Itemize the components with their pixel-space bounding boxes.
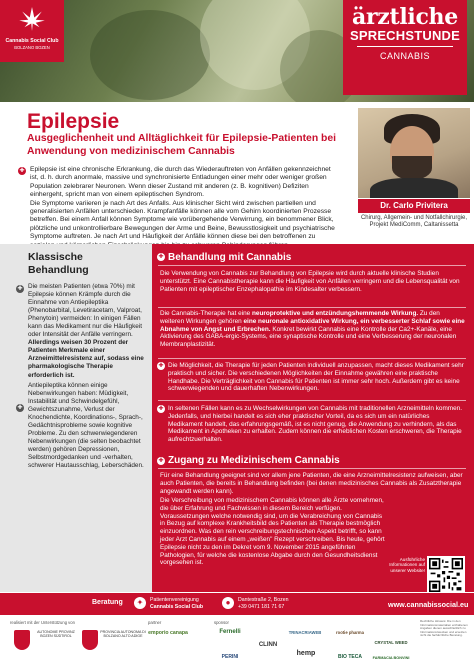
text-run: Die Cannabis-Therapie hat eine [160, 310, 253, 317]
sponsor-logo: TRINACRIAWEB [288, 630, 322, 635]
page-subtitle: Ausgeglichenheit und Alltäglichkeit für Epilepsie-Patienten bei Anwendung von medizinischem Cannabis [27, 133, 337, 157]
sprechstunde-badge [343, 0, 467, 95]
sponsor-logo: rootie pharma [336, 630, 364, 635]
sponsor-logo: FARMACIA BONVINI [372, 656, 410, 660]
qr-code-icon[interactable] [427, 556, 465, 594]
section-paragraph: Die Verschreibung von medizinischem Cannabis können alle Ärzte vornehmen, die über Erfahrung und Fachwissen in diesem Bereich verfügen. Voraussetzungen welche notwendig sind, um die Verabreichung von Cannabis in Bezug auf komplexe Krankheitsbild des Patienten als Therapie bestmöglich einzuordnen. Was den rein verschreibungstechnischen Aspekt betrifft, so kann jeder Arzt Cannabis auf einem „weißen" Rezept verschreiben. Bis heute, gehört Epilepsie nicht zu den im Dekret vom 9. November 2015 angeführten Pathologien, für welche die kostenlose Abgabe durch den Gesundheitsdienst vorgesehen ist. [160, 497, 385, 567]
section-paragraph: Für eine Behandlung geeignet sind vor allem jene Patienten, die eine Arzneimittelresistenz aufweisen, aber auch Patienten, die bereits in Behandlung befinden (bei denen medizinisches Cannabis als Zusatztherapie angewandt werden kann). [160, 472, 463, 495]
section-paragraph: Die Möglichkeit, die Therapie für jeden Patienten individuell anzupassen, macht dieses Medikament sehr praktisch und sicher. Die verschiedenen Möglichkeiten der Einnahme gewähren eine praktische Handhabe. Die Verträglichkeit von Cannabis für Patienten ist immer sehr hoch. Außerdem gibt es keine schwerwiegenden und dauerhaften Nebenwirkungen. [168, 362, 464, 393]
sponsor-logo: hemp [296, 650, 316, 657]
badge-divider [357, 46, 453, 47]
info-bullet-icon: ✚ [158, 458, 164, 464]
divider [158, 400, 466, 401]
footer-website-link[interactable]: www.cannabissocial.eu [388, 600, 469, 609]
info-bullet-icon: ✚ [158, 406, 164, 412]
footer-address: Dantestraße 2, Bozen [238, 597, 289, 603]
sponsor-logo: BIO TECA [338, 654, 362, 660]
sponsor-logo: PERINI [221, 654, 239, 660]
intro-text [30, 166, 340, 250]
left-paragraph-bold: Allerdings weisen 30 Prozent der Patienten Merkmale einer Arzneimittelresistenz auf, sodass eine pharmakologische Therapie erforderlich ist. [28, 339, 144, 379]
text-run: Zu den weiteren Wirkungen gehören [160, 310, 440, 325]
partner-label: partner [148, 620, 162, 625]
sponsor-strip [0, 616, 474, 669]
info-bullet-icon: ✚ [17, 286, 23, 292]
footer-phone[interactable]: +39 0471 181 71 67 [238, 604, 285, 610]
legal-disclaimer: Rechtliche Hinweis: Die in den Informationsmaterialien enthaltenen Angaben dienen ausschließlich zu Informationszwecken und ersetzen nicht die fachärztliche Beratung. [420, 619, 468, 638]
badge-line3: CANNABIS [379, 51, 430, 61]
info-bullet-icon: ✚ [158, 254, 164, 260]
header-banner [0, 0, 474, 102]
sponsor-logo: Fernelli [219, 629, 241, 635]
section-title-zugang: Zugang zu Medizinischem Cannabis [168, 455, 340, 466]
section-title-cannabis: Behandlung mit Cannabis [168, 252, 292, 263]
left-section-title: Klassische Behandlung [28, 251, 89, 276]
logo-subtitle: BOLZANO BOZEN [14, 45, 50, 50]
doctor-info: Chirurg, Allgemein- und Notfallchirurgie, Projekt MediComm, Caltanissetta [360, 215, 468, 229]
footer-verein-line2: Cannabis Social Club [150, 604, 204, 610]
footer-verein-line1: Patientenvereinigung [150, 597, 199, 603]
section-paragraph: Die Verwendung von Cannabis zur Behandlung von Epilepsie wird durch aktuelle klinische Studien unterstützt. Eine Cannabistherapie kann die Häufigkeit von Anfällen verringern und die Lebensqualität von Patienten mit epileptischer Enzephalopathie im Kindesalter verbessern. [160, 270, 460, 293]
cannabis-leaf-icon [17, 4, 47, 34]
text-run-bold: eine neuronale antioxidative Wirkung, ein verbesserter Schlaf sowie eine Abnahme von Angst und Erbrechen. [160, 317, 465, 333]
text-run: Konkret bewirkt Cannabis eine Kontrolle der Ca2+-Kanäle, eine Aktivierung des GABA-ergic-Systems, eine synaptische Kontrolle und eine Verbesserung der neuronalen Membranplastizität. [160, 325, 457, 349]
section-paragraph [160, 310, 465, 349]
province-logo [82, 630, 98, 650]
logo-title: Cannabis Social Club [5, 38, 59, 44]
page-title: Epilepsie [27, 110, 120, 133]
footer-beratung: Beratung [92, 599, 123, 606]
divider [158, 468, 466, 469]
info-bullet-icon: ✚ [19, 168, 25, 174]
info-bullet-icon: ✚ [17, 405, 23, 411]
doctor-photo [358, 108, 470, 198]
badge-line1: ärztliche [352, 4, 458, 30]
left-paragraph: Die meisten Patienten (etwa 70%) mit Epilepsie können Krämpfe durch die Einnahme von Antiepileptika (Phenobarbital, Levetiracetam, Valproat, Phenytoin) vermeiden: In einigen Fällen kann das Medikament nur die Häufigkeit oder Intensität der Anfälle verringern. [28, 283, 143, 339]
text-run-bold: neuroprotektive und entzündungshemmende Wirkung. [252, 310, 419, 317]
intro-paragraph: Die Symptome variieren je nach Art des Anfalls. Aus klinischer Sicht wird zwischen partiellen und generalisierten Anfällen unterschieden. Krampfanfälle können alle vom Gehirn koordinierten Prozesse betreffen. Bei einem Anfall können Symptome wie vorübergehende Verwirrung, ein benommener Blick, plötzliche und unkontrollierbare Bewegungen der Arme und Beine, Bewusstlosigkeit und psychiatrische Symptome auftreten. Je nach Art und Häufigkeit der Anfälle können diese bei den betroffenen zu [30, 199, 335, 241]
intro-paragraph: Epilepsie ist eine chronische Erkrankung, die durch das Wiederauftreten von Anfällen gekennzeichnet ist, d. h. durch anormale, massive und synchronisierte Entladungen einer mehr oder weniger großen Population zelebrarer Neuronen. Wenn dieser Zustand mit anderen (z. B. kognitiven) Defiziten einhergeht, spricht man von einem epileptischen Syndrom. [30, 166, 331, 199]
badge-line2: SPRECHSTUNDE [349, 28, 461, 43]
sponsor-logo: PROVINCIA AUTONOMA DI BOLZANO ALTO ADIGE [100, 630, 146, 639]
sponsor-logo: CRYSTAL WEED [374, 640, 408, 645]
divider [158, 265, 466, 266]
doctor-name: Dr. Carlo Privitera [358, 199, 470, 213]
qr-note: Ausführliche Informationen auf unserer Website! [389, 557, 425, 573]
info-bullet-icon: ✚ [158, 363, 164, 369]
left-paragraph: Antiepileptika können einige Nebenwirkungen haben: Müdigkeit, Instabilität und Schwindelgefühl, Gewichtszunahme, Verlust der Knochendichte, Koordinations-, Sprach-, Gedächtnisprobleme sowie kognitive Probleme. Zu den schwerwiegenderen Nebenwirkungen (die selten beobachtet werden) gehören Depressionen, Selbstmordgedanken und -verhalten, schwerer Hautausschlag, Leberschäden. [28, 381, 144, 470]
sponsor-logo: CLINN [258, 642, 278, 648]
club-logo[interactable] [0, 0, 64, 62]
footer-bar [0, 593, 474, 615]
cannabis-leaf-icon: ✦ [134, 597, 146, 609]
support-label: realisiert mit der Unterstützung von [10, 620, 75, 625]
sponsor-logo: AUTONOME PROVINZ BOZEN SÜDTIROL [37, 630, 75, 639]
location-icon: ● [222, 597, 234, 609]
province-logo [14, 630, 30, 650]
section-paragraph: In seltenen Fällen kann es zu Wechselwirkungen von Cannabis mit traditionellen Arzneimitteln kommen. Jedenfalls, und hierbei handelt es sich eher praktischer Vorteil, da es sich um ein natürliches Medikament handelt, das erfahrungsgemäß, ist es nicht genug, die Anwendung zu verhindern, als das Medikament in Apotheken zu erhalten. Zudem können die erheblichen Kosten erschweren, die Therapie aufrechtzuerhalten. [168, 405, 463, 444]
divider [158, 307, 466, 308]
sponsor-label: sponsor [214, 620, 229, 625]
left-section-text [28, 283, 148, 470]
sponsor-logo: emporio canapa [148, 630, 188, 636]
divider [158, 358, 466, 359]
